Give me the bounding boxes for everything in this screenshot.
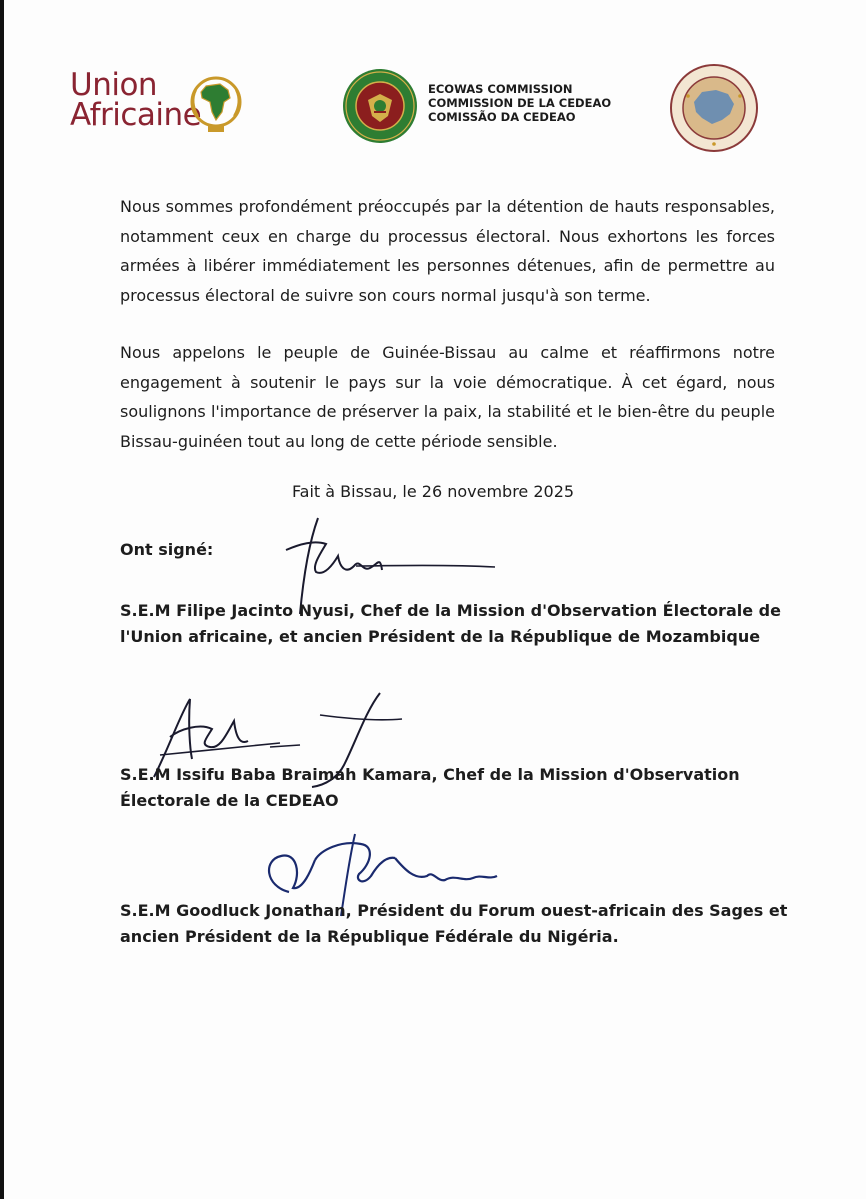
signed-label: Ont signé: (120, 540, 214, 559)
au-logo-line1: Union (70, 67, 158, 103)
signatory-1: S.E.M Filipe Jacinto Nyusi, Chef de la Mission d'Observation Électorale de l'Union africaine, et ancien Président de la République de Mozambique (120, 601, 781, 646)
signatory-3: S.E.M Goodluck Jonathan, Président du Forum ouest-africain des Sages et ancien Président de la République Fédérale du Nigéria. (120, 901, 788, 946)
scan-edge (0, 0, 4, 1199)
west-african-elders-forum-logo (668, 62, 760, 154)
body-paragraph-1: Nous sommes profondément préoccupés par la détention de hauts responsables, notamment ceux en charge du processus électoral. Nous exhortons les forces armées à libérer immédiatement les personnes détenues, afin de permettre au processus électoral de suivre son cours normal jusqu'à son terme. (120, 197, 775, 305)
ecowas-commission-lines (428, 82, 611, 124)
ecowas-seal-icon (340, 66, 420, 146)
ecowas-line-1: ECOWAS COMMISSION (428, 82, 573, 96)
au-logo-text (70, 67, 202, 133)
ecowas-line-3: COMISSÃO DA CEDEAO (428, 110, 576, 124)
place-and-date: Fait à Bissau, le 26 novembre 2025 (291, 482, 575, 501)
signatory-2: S.E.M Issifu Baba Braimah Kamara, Chef de la Mission d'Observation Électorale de la CEDEAO (120, 765, 740, 810)
ecowas-line-2: COMMISSION DE LA CEDEAO (428, 96, 612, 110)
body-paragraph-2: Nous appelons le peuple de Guinée-Bissau au calme et réaffirmons notre engagement à soutenir le pays sur la voie démocratique. À cet égard, nous soulignons l'importance de préserver la paix, la stabilité et le bien-être du peuple Bissau-guinéen tout au long de cette période sensible. (120, 343, 775, 451)
african-union-logo (70, 67, 250, 140)
au-emblem-icon (186, 72, 246, 136)
au-logo-line2: Africaine (70, 97, 202, 133)
